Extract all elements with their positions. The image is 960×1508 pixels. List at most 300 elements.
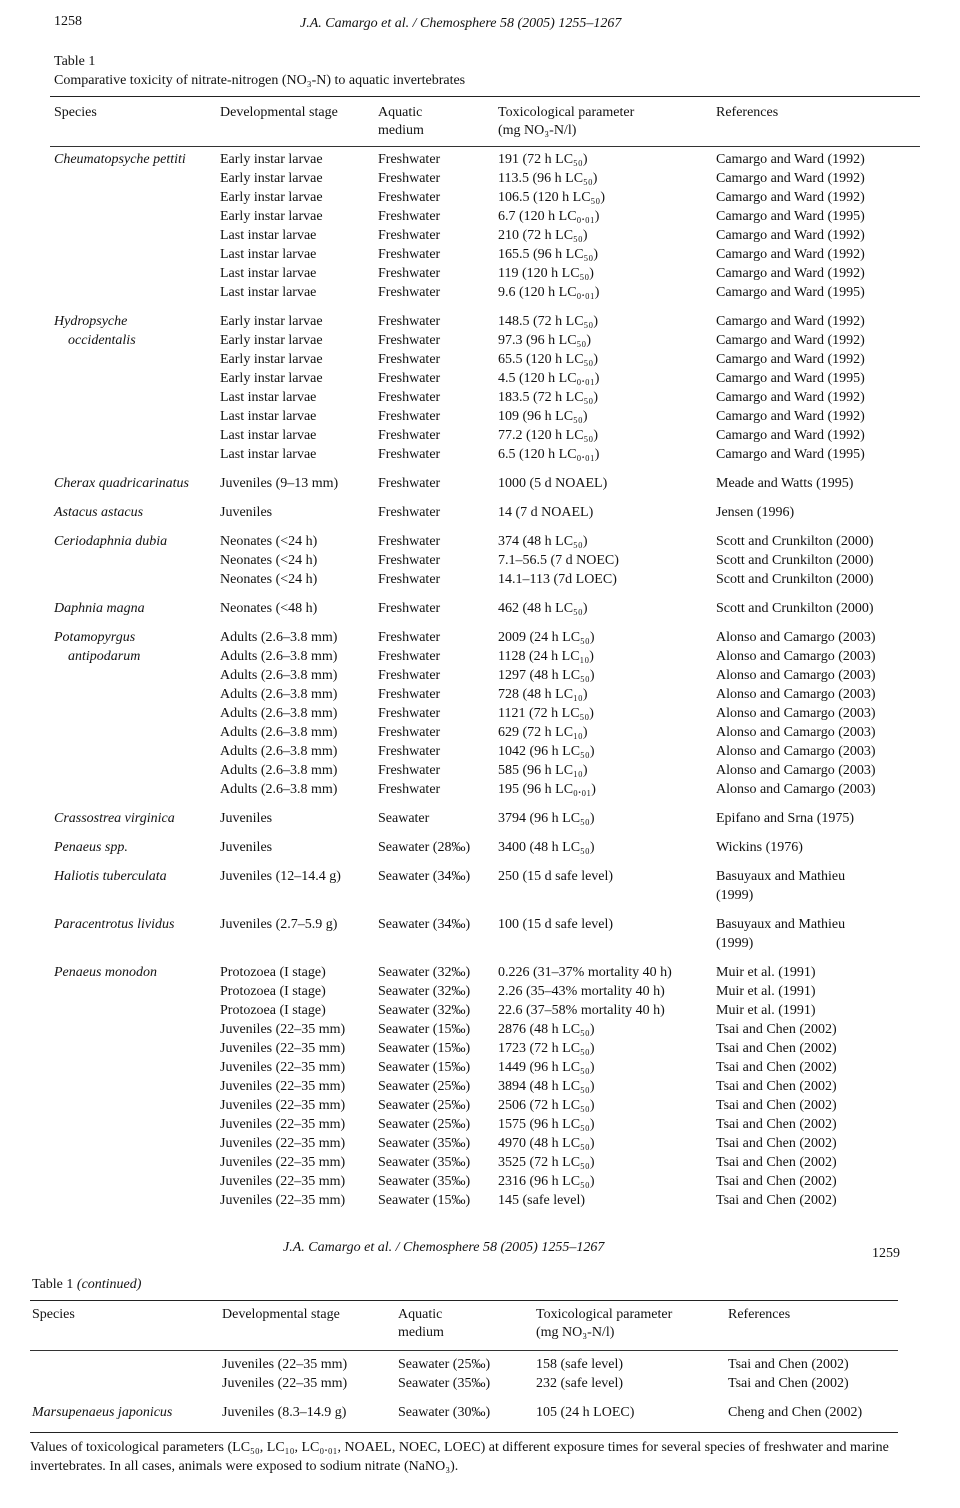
medium-cell: Seawater (28‰): [378, 840, 471, 855]
medium-cell: Freshwater: [378, 247, 441, 262]
stage-cell: Juveniles (12–14.4 g): [220, 869, 341, 884]
table-row: [54, 426, 926, 445]
medium-cell: Freshwater: [378, 534, 441, 549]
medium-cell: Freshwater: [378, 371, 441, 386]
table-row: [54, 1134, 926, 1153]
table-row: [54, 799, 926, 828]
table-row: [54, 369, 926, 388]
table-row: [54, 1039, 926, 1058]
param-cell: [498, 934, 716, 953]
table-2-bottom-rule: [30, 1432, 898, 1433]
table-row: [54, 188, 926, 207]
running-head: J.A. Camargo et al. / Chemosphere 58 (2005) 1255–1267: [300, 16, 622, 31]
param-cell: 250 (15 d safe level): [498, 869, 614, 884]
species-cell: Marsupenaeus japonicus: [32, 1405, 173, 1420]
medium-cell: Freshwater: [378, 505, 441, 520]
medium-cell: Seawater (25‰): [398, 1357, 491, 1372]
reference-cell: Tsai and Chen (2002): [716, 1041, 837, 1056]
species-cell: [54, 388, 220, 407]
table-row: [54, 1096, 926, 1115]
param-cell: 113.5 (96 h LC₅₀): [498, 171, 598, 186]
param-cell: 2876 (48 h LC₅₀): [498, 1022, 595, 1037]
reference-cell: Meade and Watts (1995): [716, 476, 854, 491]
medium-cell: Seawater (32‰): [378, 1003, 471, 1018]
stage-cell: [220, 934, 378, 953]
species-cell: Paracentrotus lividus: [54, 917, 175, 932]
reference-cell: Tsai and Chen (2002): [728, 1376, 849, 1391]
medium-cell: Seawater (35‰): [378, 1155, 471, 1170]
medium-cell: Seawater (35‰): [378, 1136, 471, 1151]
table-footnote: Values of toxicological parameters (LC₅₀, LC₁₀, LC₀.₀₁, NOAEL, NOEC, LOEC) at different exposure times for several species of freshwater and marine invertebrates. In all cases, animals were exposed to sodium nitrate (NaNO₃).: [30, 1440, 889, 1474]
species-cell: [54, 1191, 220, 1210]
medium-cell: Freshwater: [378, 476, 441, 491]
medium-cell: Seawater (34‰): [378, 869, 471, 884]
table-label-continued: Table 1 (continued): [32, 1277, 142, 1292]
table-row: [54, 857, 926, 886]
medium-cell: Freshwater: [378, 266, 441, 281]
reference-cell: Camargo and Ward (1992): [716, 247, 865, 262]
stage-cell: Adults (2.6–3.8 mm): [220, 706, 338, 721]
running-head-2: J.A. Camargo et al. / Chemosphere 58 (2005) 1255–1267: [283, 1240, 605, 1255]
stage-cell: Juveniles (22–35 mm): [220, 1060, 346, 1075]
species-cell: Hydropsyche: [54, 314, 128, 329]
medium-cell: Freshwater: [378, 190, 441, 205]
param-cell: 585 (96 h LC₁₀): [498, 763, 588, 778]
species-cell: Daphnia magna: [54, 601, 145, 616]
table-row: [54, 1153, 926, 1172]
param-cell: 9.6 (120 h LC₀.₀₁): [498, 285, 600, 300]
reference-cell: Camargo and Ward (1992): [716, 409, 865, 424]
stage-cell: Juveniles (22–35 mm): [220, 1079, 346, 1094]
medium-cell: Freshwater: [378, 314, 441, 329]
param-cell: 1575 (96 h LC₅₀): [498, 1117, 595, 1132]
reference-cell: Basuyaux and Mathieu: [716, 869, 846, 884]
medium-cell: Seawater (15‰): [378, 1193, 471, 1208]
species-cell: [54, 188, 220, 207]
reference-cell: Tsai and Chen (2002): [716, 1136, 837, 1151]
stage-cell: Juveniles (22–35 mm): [222, 1376, 348, 1391]
reference-cell: Tsai and Chen (2002): [716, 1098, 837, 1113]
medium-cell: Seawater (25‰): [378, 1098, 471, 1113]
param-cell: 1297 (48 h LC₅₀): [498, 668, 595, 683]
species-cell: [54, 226, 220, 245]
reference-cell: Camargo and Ward (1992): [716, 171, 865, 186]
param-cell: 2506 (72 h LC₅₀): [498, 1098, 595, 1113]
medium-cell: Freshwater: [378, 428, 441, 443]
col-param: Toxicological parameter (mg NO₃-N/l): [498, 105, 635, 138]
stage-cell: Early instar larvae: [220, 152, 323, 167]
species-cell: [54, 1153, 220, 1172]
reference-cell: Scott and Crunkilton (2000): [716, 553, 874, 568]
col-stage: Developmental stage: [222, 1307, 340, 1322]
table-1-header: [54, 104, 926, 140]
species-cell: antipodarum: [54, 649, 141, 664]
species-cell: [54, 934, 220, 953]
stage-cell: Neonates (<24 h): [220, 534, 318, 549]
stage-cell: Juveniles (22–35 mm): [220, 1193, 346, 1208]
medium-cell: Freshwater: [378, 553, 441, 568]
param-cell: 374 (48 h LC₅₀): [498, 534, 588, 549]
param-cell: [498, 886, 716, 905]
species-cell: [54, 1001, 220, 1020]
table-label: Table 1: [54, 54, 96, 69]
species-cell: Cheumatopsyche pettiti: [54, 152, 186, 167]
table-row: [54, 150, 926, 169]
reference-cell: Camargo and Ward (1992): [716, 390, 865, 405]
param-cell: 232 (safe level): [536, 1376, 624, 1391]
species-cell: [54, 570, 220, 589]
param-cell: 2.26 (35–43% mortality 40 h): [498, 984, 665, 999]
stage-cell: Early instar larvae: [220, 209, 323, 224]
reference-cell: Muir et al. (1991): [716, 965, 816, 980]
table-row: [54, 953, 926, 982]
stage-cell: Juveniles (8.3–14.9 g): [222, 1405, 347, 1420]
col-species: Species: [32, 1307, 75, 1322]
species-cell: [54, 1020, 220, 1039]
stage-cell: Early instar larvae: [220, 333, 323, 348]
param-cell: 105 (24 h LOEC): [536, 1405, 635, 1420]
stage-cell: Last instar larvae: [220, 447, 317, 462]
stage-cell: Neonates (<24 h): [220, 553, 318, 568]
param-cell: 4970 (48 h LC₅₀): [498, 1136, 595, 1151]
reference-cell: Muir et al. (1991): [716, 984, 816, 999]
reference-cell: Scott and Crunkilton (2000): [716, 601, 874, 616]
param-cell: 6.5 (120 h LC₀.₀₁): [498, 447, 600, 462]
species-cell: [54, 780, 220, 799]
reference-cell: (1999): [716, 936, 754, 951]
table-row: [54, 522, 926, 551]
reference-cell: Alonso and Camargo (2003): [716, 725, 876, 740]
species-cell: [32, 1374, 222, 1393]
species-cell: [54, 761, 220, 780]
medium-cell: Freshwater: [378, 763, 441, 778]
species-cell: Ceriodaphnia dubia: [54, 534, 168, 549]
reference-cell: Alonso and Camargo (2003): [716, 649, 876, 664]
param-cell: 65.5 (120 h LC₅₀): [498, 352, 598, 367]
stage-cell: Adults (2.6–3.8 mm): [220, 649, 338, 664]
medium-cell: Freshwater: [378, 333, 441, 348]
param-cell: 97.3 (96 h LC₅₀): [498, 333, 591, 348]
medium-cell: Freshwater: [378, 649, 441, 664]
stage-cell: Juveniles (22–35 mm): [220, 1098, 346, 1113]
table-row: [54, 1172, 926, 1191]
stage-cell: [220, 886, 378, 905]
table-row: [54, 742, 926, 761]
reference-cell: Epifano and Srna (1975): [716, 811, 855, 826]
param-cell: 3400 (48 h LC₅₀): [498, 840, 595, 855]
table-row: [32, 1355, 898, 1374]
stage-cell: Adults (2.6–3.8 mm): [220, 668, 338, 683]
species-cell: [54, 1077, 220, 1096]
stage-cell: Early instar larvae: [220, 371, 323, 386]
page-number: 1258: [54, 14, 82, 29]
medium-cell: Seawater (35‰): [398, 1376, 491, 1391]
table-row: [54, 245, 926, 264]
species-cell: [54, 742, 220, 761]
reference-cell: Tsai and Chen (2002): [728, 1357, 849, 1372]
table-row: [54, 761, 926, 780]
table-row: [54, 1191, 926, 1210]
reference-cell: (1999): [716, 888, 754, 903]
reference-cell: Camargo and Ward (1995): [716, 371, 865, 386]
species-cell: [54, 445, 220, 464]
stage-cell: Juveniles (22–35 mm): [220, 1174, 346, 1189]
param-cell: 145 (safe level): [498, 1193, 586, 1208]
table-top-rule: [50, 96, 920, 97]
stage-cell: Juveniles (2.7–5.9 g): [220, 917, 338, 932]
param-cell: 158 (safe level): [536, 1357, 624, 1372]
stage-cell: Juveniles (22–35 mm): [220, 1155, 346, 1170]
table-row: [54, 1020, 926, 1039]
species-cell: [54, 426, 220, 445]
param-cell: 1121 (72 h LC₅₀): [498, 706, 594, 721]
reference-cell: Alonso and Camargo (2003): [716, 782, 876, 797]
param-cell: 7.1–56.5 (7 d NOEC): [498, 553, 619, 568]
stage-cell: Adults (2.6–3.8 mm): [220, 763, 338, 778]
stage-cell: Last instar larvae: [220, 266, 317, 281]
stage-cell: Last instar larvae: [220, 285, 317, 300]
param-cell: 2009 (24 h LC₅₀): [498, 630, 595, 645]
table-title: Comparative toxicity of nitrate-nitrogen (NO₃-N) to aquatic invertebrates: [54, 73, 466, 88]
param-cell: 77.2 (120 h LC₅₀): [498, 428, 598, 443]
table-row: [54, 350, 926, 369]
table-row: [54, 302, 926, 331]
species-cell: Crassostrea virginica: [54, 811, 175, 826]
medium-cell: Seawater (25‰): [378, 1079, 471, 1094]
param-cell: 629 (72 h LC₁₀): [498, 725, 588, 740]
species-cell: [54, 245, 220, 264]
stage-cell: Juveniles (22–35 mm): [220, 1041, 346, 1056]
stage-cell: Juveniles (22–35 mm): [220, 1022, 346, 1037]
species-cell: [54, 350, 220, 369]
medium-cell: [378, 934, 498, 953]
stage-cell: Early instar larvae: [220, 352, 323, 367]
page-number-2: 1259: [872, 1246, 900, 1261]
col-param: Toxicological parameter (mg NO₃-N/l): [536, 1307, 673, 1340]
medium-cell: Freshwater: [378, 687, 441, 702]
param-cell: 1000 (5 d NOAEL): [498, 476, 608, 491]
table-row: [54, 618, 926, 647]
stage-cell: Last instar larvae: [220, 409, 317, 424]
species-cell: [54, 1039, 220, 1058]
species-cell: [54, 1058, 220, 1077]
reference-cell: Alonso and Camargo (2003): [716, 668, 876, 683]
table-1-body: [54, 150, 926, 1210]
reference-cell: Cheng and Chen (2002): [728, 1405, 863, 1420]
stage-cell: Protozoea (I stage): [220, 1003, 326, 1018]
species-cell: [54, 1172, 220, 1191]
table-row: [54, 886, 926, 905]
medium-cell: Freshwater: [378, 228, 441, 243]
stage-cell: Juveniles: [220, 840, 273, 855]
reference-cell: Camargo and Ward (1992): [716, 190, 865, 205]
reference-cell: Alonso and Camargo (2003): [716, 706, 876, 721]
species-cell: [54, 886, 220, 905]
stage-cell: Juveniles: [220, 505, 273, 520]
table-row: [54, 445, 926, 464]
table-row: [54, 407, 926, 426]
species-cell: Penaeus spp.: [54, 840, 128, 855]
species-cell: [32, 1355, 222, 1374]
species-cell: Penaeus monodon: [54, 965, 158, 980]
stage-cell: Juveniles: [220, 811, 273, 826]
header-rule: [50, 146, 920, 147]
stage-cell: Last instar larvae: [220, 390, 317, 405]
medium-cell: Freshwater: [378, 390, 441, 405]
stage-cell: Juveniles (22–35 mm): [220, 1136, 346, 1151]
param-cell: 119 (120 h LC₅₀): [498, 266, 594, 281]
stage-cell: Adults (2.6–3.8 mm): [220, 744, 338, 759]
table-row: [54, 647, 926, 666]
table-row: [54, 226, 926, 245]
table-row: [54, 905, 926, 934]
param-cell: 728 (48 h LC₁₀): [498, 687, 588, 702]
col-species: Species: [54, 105, 97, 120]
reference-cell: Muir et al. (1991): [716, 1003, 816, 1018]
param-cell: 0.226 (31–37% mortality 40 h): [498, 965, 672, 980]
reference-cell: Camargo and Ward (1992): [716, 228, 865, 243]
medium-cell: Freshwater: [378, 152, 441, 167]
table-row: [54, 685, 926, 704]
stage-cell: Adults (2.6–3.8 mm): [220, 687, 338, 702]
param-cell: 1128 (24 h LC₁₀): [498, 649, 594, 664]
species-cell: [54, 1134, 220, 1153]
param-cell: 462 (48 h LC₅₀): [498, 601, 588, 616]
param-cell: 191 (72 h LC₅₀): [498, 152, 588, 167]
param-cell: 183.5 (72 h LC₅₀): [498, 390, 598, 405]
stage-cell: Juveniles (9–13 mm): [220, 476, 339, 491]
stage-cell: Last instar larvae: [220, 228, 317, 243]
table-row: [54, 264, 926, 283]
table-row: [54, 283, 926, 302]
table-row: [54, 1115, 926, 1134]
reference-cell: Tsai and Chen (2002): [716, 1117, 837, 1132]
medium-cell: Freshwater: [378, 668, 441, 683]
stage-cell: Last instar larvae: [220, 247, 317, 262]
param-cell: 100 (15 d safe level): [498, 917, 614, 932]
medium-cell: [378, 886, 498, 905]
reference-cell: Camargo and Ward (1992): [716, 333, 865, 348]
species-cell: Haliotis tuberculata: [54, 869, 167, 884]
medium-cell: Seawater (30‰): [398, 1405, 491, 1420]
species-cell: occidentalis: [54, 333, 136, 348]
species-cell: Potamopyrgus: [54, 630, 136, 645]
table-row: [54, 331, 926, 350]
param-cell: 2316 (96 h LC₅₀): [498, 1174, 595, 1189]
col-medium: Aquatic medium: [378, 105, 424, 138]
species-cell: [54, 685, 220, 704]
medium-cell: Freshwater: [378, 744, 441, 759]
species-cell: Astacus astacus: [54, 505, 144, 520]
stage-cell: Early instar larvae: [220, 190, 323, 205]
species-cell: [54, 369, 220, 388]
medium-cell: Seawater (15‰): [378, 1060, 471, 1075]
medium-cell: Seawater (35‰): [378, 1174, 471, 1189]
table-2-body: [32, 1355, 898, 1422]
medium-cell: Freshwater: [378, 209, 441, 224]
species-cell: [54, 169, 220, 188]
medium-cell: Freshwater: [378, 706, 441, 721]
stage-cell: Adults (2.6–3.8 mm): [220, 782, 338, 797]
param-cell: 14 (7 d NOAEL): [498, 505, 594, 520]
stage-cell: Protozoea (I stage): [220, 984, 326, 999]
param-cell: 1042 (96 h LC₅₀): [498, 744, 595, 759]
table-row: [54, 464, 926, 493]
table-row: [54, 1058, 926, 1077]
species-cell: [54, 1115, 220, 1134]
reference-cell: Alonso and Camargo (2003): [716, 763, 876, 778]
table-row: [54, 1077, 926, 1096]
medium-cell: Seawater: [378, 811, 430, 826]
table-row: [54, 551, 926, 570]
species-cell: [54, 723, 220, 742]
medium-cell: Freshwater: [378, 409, 441, 424]
reference-cell: Camargo and Ward (1992): [716, 314, 865, 329]
reference-cell: Camargo and Ward (1992): [716, 152, 865, 167]
reference-cell: Camargo and Ward (1995): [716, 209, 865, 224]
stage-cell: Protozoea (I stage): [220, 965, 326, 980]
table-row: [54, 666, 926, 685]
stage-cell: Neonates (<48 h): [220, 601, 318, 616]
table-row: [54, 780, 926, 799]
reference-cell: Tsai and Chen (2002): [716, 1022, 837, 1037]
param-cell: 165.5 (96 h LC₅₀): [498, 247, 598, 262]
param-cell: 4.5 (120 h LC₀.₀₁): [498, 371, 600, 386]
medium-cell: Freshwater: [378, 572, 441, 587]
medium-cell: Seawater (32‰): [378, 984, 471, 999]
table-row: [54, 704, 926, 723]
table-row: [54, 982, 926, 1001]
table-row: [54, 828, 926, 857]
stage-cell: Early instar larvae: [220, 314, 323, 329]
table-row: [32, 1393, 898, 1422]
table-row: [54, 589, 926, 618]
reference-cell: Wickins (1976): [716, 840, 803, 855]
species-cell: [54, 264, 220, 283]
table-row: [54, 570, 926, 589]
table-row: [54, 1001, 926, 1020]
medium-cell: Freshwater: [378, 447, 441, 462]
medium-cell: Freshwater: [378, 352, 441, 367]
stage-cell: Neonates (<24 h): [220, 572, 318, 587]
table-row: [32, 1374, 898, 1393]
medium-cell: Freshwater: [378, 725, 441, 740]
stage-cell: Adults (2.6–3.8 mm): [220, 630, 338, 645]
stage-cell: Early instar larvae: [220, 171, 323, 186]
species-cell: [54, 1096, 220, 1115]
param-cell: 210 (72 h LC₅₀): [498, 228, 588, 243]
medium-cell: Seawater (32‰): [378, 965, 471, 980]
reference-cell: Camargo and Ward (1995): [716, 447, 865, 462]
stage-cell: Juveniles (22–35 mm): [220, 1117, 346, 1132]
species-cell: [54, 407, 220, 426]
reference-cell: Basuyaux and Mathieu: [716, 917, 846, 932]
table-2-header: [32, 1306, 898, 1342]
param-cell: 3794 (96 h LC₅₀): [498, 811, 595, 826]
table-2-top-rule: [30, 1300, 898, 1301]
param-cell: 6.7 (120 h LC₀.₀₁): [498, 209, 600, 224]
reference-cell: Jensen (1996): [716, 505, 795, 520]
col-refs: References: [728, 1307, 791, 1322]
reference-cell: Tsai and Chen (2002): [716, 1060, 837, 1075]
param-cell: 22.6 (37–58% mortality 40 h): [498, 1003, 665, 1018]
table-2-header-rule: [30, 1350, 898, 1351]
param-cell: 148.5 (72 h LC₅₀): [498, 314, 598, 329]
table-row: [54, 493, 926, 522]
reference-cell: Camargo and Ward (1992): [716, 428, 865, 443]
medium-cell: Seawater (15‰): [378, 1022, 471, 1037]
stage-cell: Last instar larvae: [220, 428, 317, 443]
